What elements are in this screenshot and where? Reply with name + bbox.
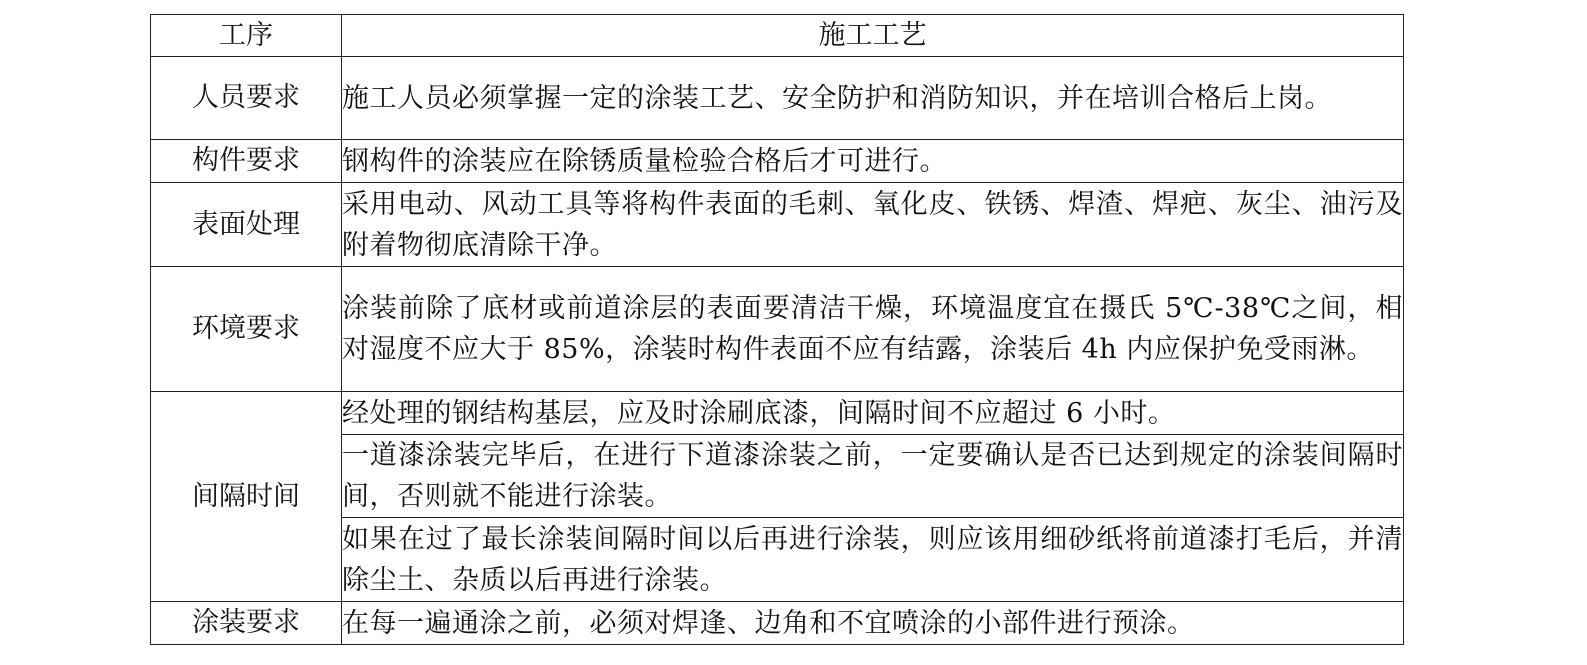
process-cell: 经处理的钢结构基层，应及时涂刷底漆，间隔时间不应超过 6 小时。: [342, 392, 1404, 435]
step-cell: 构件要求: [151, 140, 342, 183]
header-step: 工序: [151, 15, 342, 57]
step-cell: 间隔时间: [151, 392, 342, 602]
process-cell: 一道漆涂装完毕后，在进行下道漆涂装之前，一定要确认是否已达到规定的涂装间隔时间，否则就不能进行涂装。: [342, 435, 1404, 518]
process-cell: 如果在过了最长涂装间隔时间以后再进行涂装，则应该用细砂纸将前道漆打毛后，并清除尘土、杂质以后再进行涂装。: [342, 518, 1404, 602]
process-table: [150, 14, 1404, 645]
table-row: [151, 57, 1404, 140]
process-cell: 在每一遍通涂之前，必须对焊逢、边角和不宜喷涂的小部件进行预涂。: [342, 602, 1404, 645]
process-cell: 钢构件的涂装应在除锈质量检验合格后才可进行。: [342, 140, 1404, 183]
table-row: [151, 140, 1404, 183]
process-cell: 涂装前除了底材或前道涂层的表面要清洁干燥，环境温度宜在摄氏 5℃-38℃之间，相对湿度不应大于 85%，涂装时构件表面不应有结露，涂装后 4h 内应保护免受雨淋。: [342, 267, 1404, 392]
table-row: [151, 392, 1404, 435]
table-row: [151, 183, 1404, 267]
process-cell: 采用电动、风动工具等将构件表面的毛刺、氧化皮、铁锈、焊渣、焊疤、灰尘、油污及附着物彻底清除干净。: [342, 183, 1404, 267]
process-cell: 施工人员必须掌握一定的涂装工艺、安全防护和消防知识，并在培训合格后上岗。: [342, 57, 1404, 140]
step-cell: 环境要求: [151, 267, 342, 392]
step-cell: 人员要求: [151, 57, 342, 140]
header-row: [151, 15, 1404, 57]
step-cell: 表面处理: [151, 183, 342, 267]
header-process: 施工工艺: [342, 15, 1404, 57]
table-row: [151, 267, 1404, 392]
table-row: [151, 602, 1404, 645]
step-cell: 涂装要求: [151, 602, 342, 645]
